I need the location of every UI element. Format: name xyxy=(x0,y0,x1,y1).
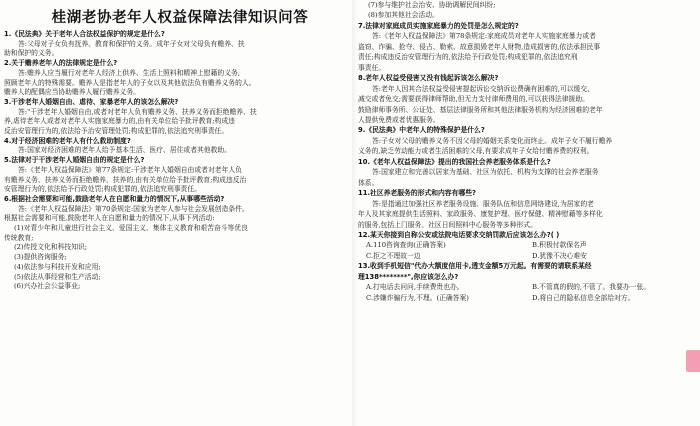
answer-continuation: 鼓励律师事务所、公证处、基层法律服务所和其他法律服务机构为经济困难的老年 xyxy=(358,105,603,114)
answer-continuation: 助和保护的义务。 xyxy=(4,49,59,58)
document-title: 桂湖老协老年人权益保障法律知识问答 xyxy=(51,10,309,26)
list-item: (2)传授文化和科技知识; xyxy=(14,243,88,252)
answer-option-row xyxy=(358,282,698,292)
answer-continuation: 照顾老年人的特殊需要。赡养人是指老年人的子女以及其他依法负有赡养义务的人。 xyxy=(4,78,256,87)
question-heading: 6.根据社会需要和可能,鼓励老年人在自愿和量力的情况下,从事哪些活动? xyxy=(4,194,225,203)
answer-continuation: 的服务,包括上门服务、社区日间照料中心服务等多种形式。 xyxy=(358,220,537,229)
answer-continuation: 根据社会需要和可能,鼓励老年人在自愿和量力的情况下,从事下列活动: xyxy=(4,214,215,223)
answer-continuation: 传统教育; xyxy=(4,233,34,242)
list-item: (3)提供咨询服务; xyxy=(14,253,67,262)
answer-continuation: 义务的,缺乏劳动能力或者生活困难的父母,有要求成年子女给付赡养费的权利。 xyxy=(358,147,594,156)
answer-text: 答:"干涉老年人婚姻自由,或者对老年人负有赡养义务、扶养义务而拒绝赡养、扶 xyxy=(18,107,257,116)
list-item: (8)参加其他社会活动。 xyxy=(368,11,439,20)
right-column-body xyxy=(358,0,698,303)
answer-continuation: 年人及其家庭提供生活照料、家政服务、康复护理、医疗保健、精神慰藉等多样化 xyxy=(358,210,603,219)
answer-text: 答:《老年人权益保障法》第70条规定:国家为老年人参与社会发展创造条件。 xyxy=(18,204,249,213)
list-item: (5)依法从事经营和生产活动; xyxy=(14,272,101,281)
list-item: (6)兴办社会公益事业; xyxy=(14,282,81,291)
answer-text: 答:是指通过加强社区养老服务设施、服务队伍和信息网络建设,为居家的老 xyxy=(372,199,594,208)
list-item: (7)参与维护社会治安、协助调解民间纠纷; xyxy=(368,1,496,9)
answer-continuation: 安管理行为的,依法给予行政处罚;构成犯罪的,依法追究刑事责任。 xyxy=(4,185,201,194)
left-column xyxy=(4,0,356,426)
question-heading: 8.老年人权益受侵害又没有钱起诉该怎么解决? xyxy=(358,74,499,83)
question-heading: 9.《民法典》中老年人的特殊保护是什么? xyxy=(358,126,485,135)
option-b: B.积极付款保名声 xyxy=(532,241,587,250)
answer-text: 答:父母对子女负有抚养、教育和保护的义务。成年子女对父母负有赡养、扶 xyxy=(18,39,245,48)
answer-text: 答:赡养人应当履行对老年人经济上供养、生活上照料和精神上慰藉的义务, xyxy=(18,68,240,77)
answer-option-row xyxy=(358,240,698,250)
question-heading: 13.收到手机短信"代办大额度信用卡,透支金额5万元起。有需要的请联系某经 xyxy=(358,262,592,271)
answer-text: 答:子女对父母的赡养义务不因父母的婚姻关系变化而终止。成年子女不履行赡养 xyxy=(372,136,613,145)
right-column xyxy=(358,0,698,426)
answer-text: 答:老年人因其合法权益受侵害提起诉讼交纳诉讼费确有困难的,可以缓交、 xyxy=(372,84,594,93)
option-b: B.不管真的假的,不管了。我要办一张。 xyxy=(532,283,651,292)
answer-continuation: 减交或者免交;需要获得律师帮助,但无力支付律师费用的,可以获得法律援助。 xyxy=(358,95,589,104)
list-item: (1)对青少年和儿童进行社会主义、爱国主义、集体主义教育和艰苦奋斗等优良 xyxy=(14,224,248,233)
red-stamp-mark xyxy=(686,350,700,372)
answer-continuation: 有赡养义务、扶养义务而拒绝赡养、扶养的,由有关单位给予批评教育;构成违反治 xyxy=(4,175,247,184)
answer-continuation: 事责任。 xyxy=(358,63,386,72)
answer-option-row xyxy=(358,251,698,261)
answer-continuation: 反治安管理行为的,依法给予治安管理处罚;构成犯罪的,依法追究刑事责任。 xyxy=(4,127,229,136)
question-heading: 4.对于经济困难的老年人有什么救助制度? xyxy=(4,136,131,145)
question-heading: 1.《民法典》关于老年人合法权益保护的规定是什么? xyxy=(4,30,165,38)
option-a: A.打电话去问问,手续费贵也办。 xyxy=(366,283,464,292)
answer-option-row xyxy=(358,293,698,303)
answer-text: 答:国家建立和完善以居家为基础、社区为依托、机构为支撑的社会养老服务 xyxy=(372,168,599,177)
answer-text: 答:《老年人权益保障法》第78条规定:家庭成员对老年人实施家庭暴力或者 xyxy=(372,32,596,41)
list-item: (4)依法参与科技开发和应用; xyxy=(14,262,101,271)
answer-text: 答:《老年人权益保障法》第77条规定:干涉老年人婚姻自由或者对老年人负 xyxy=(18,165,242,174)
answer-continuation: 养,虐待老年人或者对老年人实施家庭暴力的,由有关单位给予批评教育;构成违 xyxy=(4,117,235,126)
answer-continuation: 责任;构成违反治安管理行为的,依法给予行政处罚;构成犯罪的,依法追究刑 xyxy=(358,53,578,62)
answer-continuation: 体系。 xyxy=(358,178,379,187)
question-heading: 理138********",你应该怎么办? xyxy=(358,272,459,281)
question-heading: 12.某天你接到自称公安或法院电话要求交纳罚款后应该怎么办?( ) xyxy=(358,230,560,239)
option-d: D.将自己的隐私信息全部给对方。 xyxy=(532,293,635,302)
answer-text: 答:国家对经济困难的老年人给予基本生活、医疗、居住或者其他救助。 xyxy=(18,146,231,155)
option-c: C.拒之不理故一边 xyxy=(366,251,421,260)
answer-continuation: 盗窃、诈骗、抢夺、侵占、勒索、故意损毁老年人财物,造成损害的,依法承担民事 xyxy=(358,42,601,51)
question-heading: 2.关于赡养老年人的法律规定是什么? xyxy=(4,59,118,68)
answer-continuation: 赡养人的配偶应当协助赡养人履行赡养义务。 xyxy=(4,88,140,97)
option-c: C.涉嫌诈骗行为,不理。(正确答案) xyxy=(366,293,469,302)
answer-continuation: 人提供免费或者优惠服务。 xyxy=(358,115,440,124)
question-heading: 3.干涉老年人婚姻自由、虐待、家暴老年人的该怎么解决? xyxy=(4,97,179,106)
option-d: D.犹豫不决心难安 xyxy=(532,251,587,260)
question-heading: 5.法律对于干涉老年人婚姻自由的规定是什么? xyxy=(4,156,145,165)
left-column-body xyxy=(4,30,356,292)
question-heading: 7.法律对家庭成员实施家庭暴力的处罚是怎么规定的? xyxy=(358,21,519,30)
question-heading: 10.《老年人权益保障法》提出的我国社会养老服务体系是什么? xyxy=(358,157,551,166)
option-a: A.110咨询查询(正确答案) xyxy=(366,241,446,250)
question-heading: 11.社区养老服务的形式和内容有哪些? xyxy=(358,189,476,198)
